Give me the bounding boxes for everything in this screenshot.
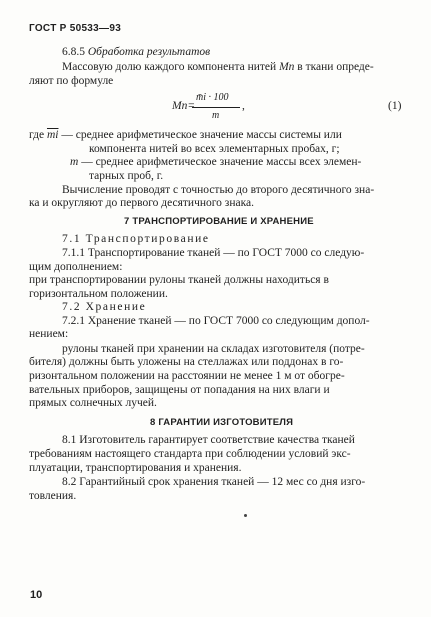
paragraph-line: ка и округляют до первого десятичного знака.	[29, 197, 255, 209]
clause-number: 6.8.5	[62, 46, 85, 58]
text-fragment: в ткани опреде-	[297, 61, 374, 73]
paragraph-line: плуатации, транспортирования и хранения.	[29, 462, 242, 474]
paragraph-line: рулоны тканей при хранении на складах изготовителя (потре-	[62, 343, 365, 355]
paragraph-line: 8.1 Изготовитель гарантирует соответствие качества тканей	[62, 434, 355, 446]
paragraph-line: бителя) должны быть уложены на стеллажах или поддонах в го-	[29, 356, 344, 368]
paragraph-line: вательных приборов, защищены от попадания на них влаги и	[29, 384, 330, 396]
paragraph-line: ляют по формуле	[29, 75, 114, 87]
where-line: компонента нитей во всех элементарных пробах, г;	[89, 143, 340, 155]
variable: m	[70, 156, 79, 168]
clause-title: Обработка результатов	[87, 46, 211, 58]
paragraph-line: Вычисление проводят с точностью до второго десятичного зна-	[62, 184, 375, 196]
text-fragment: Массовую долю каждого компонента нитей	[62, 61, 277, 73]
where-line: где $\overline{mi}$ — среднее арифметическое значение массы системы или	[29, 129, 342, 141]
page-number: 10	[30, 589, 43, 601]
formula: Mп= m̄i · 100 m ,	[172, 92, 245, 121]
paragraph-line	[62, 60, 374, 74]
section-7-title: 7 ТРАНСПОРТИРОВАНИЕ И ХРАНЕНИЕ	[124, 216, 314, 227]
document-header: ГОСТ Р 50533—93	[29, 23, 122, 34]
formula-numerator: m̄i · 100	[196, 92, 229, 103]
paragraph-line: требованиям настоящего стандарта при соблюдении условий экс-	[29, 448, 351, 460]
paragraph-line: 7.2.1 Хранение тканей — по ГОСТ 7000 со следующим допол-	[62, 315, 370, 327]
clause-7-1: 7.1 Транспортирование	[62, 233, 210, 245]
fraction-bar	[192, 107, 240, 108]
equation-number: (1)	[388, 100, 402, 112]
formula-lhs: Mп=	[172, 100, 196, 112]
paragraph-line: прямых солнечных лучей.	[29, 397, 157, 409]
paragraph-line: при транспортировании рулоны тканей должны находиться в	[29, 274, 329, 286]
variable: Mn	[279, 61, 295, 73]
section-8-title: 8 ГАРАНТИИ ИЗГОТОВИТЕЛЯ	[150, 417, 294, 428]
variable: $\overline{mi}$	[46, 129, 59, 141]
paragraph-line: щим дополнением:	[29, 261, 123, 273]
paragraph-line: ризонтальном положении на расстоянии не менее 1 м от обогре-	[29, 370, 345, 382]
scan-speck	[244, 514, 247, 517]
clause-7-2: 7.2 Хранение	[62, 301, 147, 313]
paragraph-line: горизонтальном положении.	[29, 288, 168, 300]
paragraph-line: 8.2 Гарантийный срок хранения тканей — 12 мес со дня изго-	[62, 476, 366, 488]
clause-6-8-5-heading	[62, 45, 210, 59]
where-line: тарных проб, г.	[89, 170, 164, 182]
formula-denominator: m	[212, 110, 220, 121]
where-line: m — среднее арифметическое значение массы всех элемен-	[70, 156, 362, 168]
paragraph-line: товления.	[29, 490, 77, 502]
paragraph-line: 7.1.1 Транспортирование тканей — по ГОСТ 7000 со следую-	[62, 247, 365, 259]
paragraph-line: нением:	[29, 328, 69, 340]
